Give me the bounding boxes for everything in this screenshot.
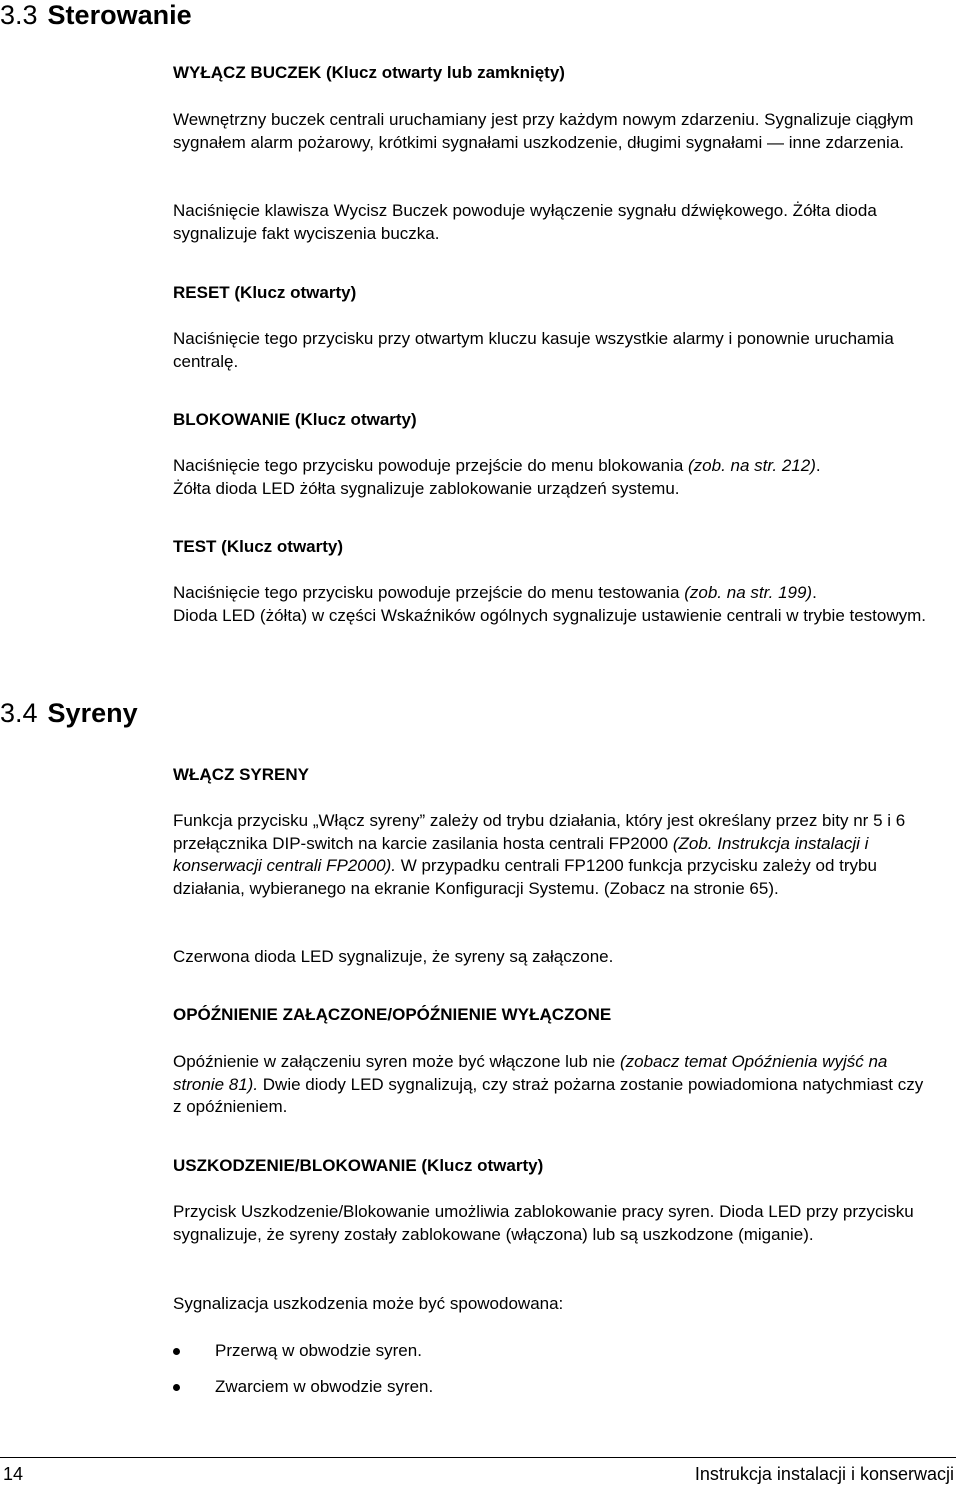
test-heading: TEST (Klucz otwarty) <box>173 537 344 556</box>
bullet-icon <box>173 1348 180 1355</box>
list-item <box>173 1376 948 1412</box>
wlacz-syreny-block <box>173 764 948 786</box>
buzzer-paragraph-1 <box>173 109 948 154</box>
test-text-1 <box>173 582 948 605</box>
blokowanie-paragraph <box>173 455 948 500</box>
wlacz-syreny-ref: (Zob. Instrukcja instalacji i konserwacji centrali FP2000). <box>173 833 869 875</box>
test-paragraph <box>173 582 948 627</box>
test-block <box>173 536 948 558</box>
blokowanie-text-1 <box>173 455 948 478</box>
buzzer-text-1: Wewnętrzny buczek centrali uruchamiany jest przy każdym nowym zdarzeniu. Sygnalizuje ciągłym sygnałem alarm pożarowy, krótkimi sygnałami uszkodzenie, długimi sygnałami — inne zdarzenia. <box>173 110 914 152</box>
opoznienie-heading: OPÓŹNIENIE ZAŁĄCZONE/OPÓŹNIENIE WYŁĄCZONE <box>173 1005 612 1024</box>
opoznienie-block <box>173 1004 948 1026</box>
uszkodzenie-text-2: Sygnalizacja uszkodzenia może być spowodowana: <box>173 1294 564 1313</box>
blokowanie-text-2: Żółta dioda LED żółta sygnalizuje zablokowanie urządzeń systemu. <box>173 478 680 498</box>
opoznienie-text-b: Dwie diody LED sygnalizują, czy straż pożarna zostanie powiadomiona natychmiast czy z opóźnieniem. <box>173 1074 924 1116</box>
footer-divider <box>0 1457 956 1458</box>
wlacz-syreny-paragraph-2 <box>173 946 948 969</box>
blokowanie-text-1b: . <box>815 456 821 475</box>
uszkodzenie-block <box>173 1155 948 1177</box>
buzzer-block <box>173 62 948 84</box>
footer-document-title: Instrukcja instalacji i konserwacji <box>694 1464 954 1484</box>
blokowanie-block <box>173 409 948 431</box>
uszkodzenie-paragraph-1 <box>173 1201 948 1246</box>
section-title: Sterowanie <box>47 0 192 30</box>
blokowanie-page-ref: (zob. na str. 212) <box>688 456 816 475</box>
reset-heading: RESET (Klucz otwarty) <box>173 283 357 302</box>
section-heading-3-3 <box>0 0 192 30</box>
buzzer-text-2: Naciśnięcie klawisza Wycisz Buczek powoduje wyłączenie sygnału dźwiękowego. Żółta dioda sygnalizuje fakt wyciszenia buczka. <box>173 201 877 243</box>
uszkodzenie-causes-list <box>173 1340 948 1412</box>
bullet-icon <box>173 1384 180 1391</box>
wlacz-syreny-paragraph-1 <box>173 810 948 900</box>
section-number: 3.4 <box>0 698 38 728</box>
page-number: 14 <box>3 1464 24 1484</box>
opoznienie-text-a: Opóźnienie w załączeniu syren może być włączone lub nie <box>173 1052 620 1071</box>
section-number: 3.3 <box>0 0 38 30</box>
wlacz-syreny-heading: WŁĄCZ SYRENY <box>173 765 309 784</box>
section-heading-3-4 <box>0 698 138 728</box>
test-text-2: Dioda LED (żółta) w części Wskaźników ogólnych sygnalizuje ustawienie centrali w trybie testowym. <box>173 605 927 625</box>
test-page-ref: (zob. na str. 199) <box>684 583 813 602</box>
buzzer-heading: WYŁĄCZ BUCZEK (Klucz otwarty lub zamknięty) <box>173 63 565 82</box>
reset-block <box>173 282 948 304</box>
wlacz-syreny-text-1b: W przypadku centrali FP1200 funkcja przycisku zależy od trybu działania, wybieranego na ekranie Konfiguracji Systemu. (Zobacz na stronie 65). <box>173 856 877 898</box>
test-text-1b: . <box>812 583 817 602</box>
buzzer-paragraph-2 <box>173 200 948 245</box>
wlacz-syreny-text-2: Czerwona dioda LED sygnalizuje, że syreny są załączone. <box>173 947 614 966</box>
uszkodzenie-heading: USZKODZENIE/BLOKOWANIE (Klucz otwarty) <box>173 1156 544 1175</box>
list-item-text: Zwarciem w obwodzie syren. <box>215 1377 434 1396</box>
wlacz-syreny-text-1a: Funkcja przycisku „Włącz syreny” zależy od trybu działania, który jest określany przez bity nr 5 i 6 przełącznika DIP-switch na karcie zasilania hosta centrali FP2000 <box>173 811 906 853</box>
reset-paragraph <box>173 328 948 373</box>
list-item <box>173 1340 948 1376</box>
uszkodzenie-text-1: Przycisk Uszkodzenie/Blokowanie umożliwia zablokowanie pracy syren. Dioda LED przy przycisku sygnalizuje, że syreny zostały zablokowane (włączona) lub są uszkodzone (miganie). <box>173 1202 914 1244</box>
blokowanie-text-1a: Naciśnięcie tego przycisku powoduje przejście do menu blokowania <box>173 456 688 475</box>
opoznienie-ref: (zobacz temat Opóźnienia wyjść na stronie 81). <box>173 1052 888 1094</box>
list-item-text: Przerwą w obwodzie syren. <box>215 1341 422 1360</box>
reset-text: Naciśnięcie tego przycisku przy otwartym kluczu kasuje wszystkie alarmy i ponownie uruchamia centralę. <box>173 329 894 371</box>
blokowanie-heading: BLOKOWANIE (Klucz otwarty) <box>173 410 417 429</box>
opoznienie-text <box>173 1051 925 1119</box>
section-title: Syreny <box>47 698 138 728</box>
opoznienie-paragraph <box>173 1051 948 1119</box>
test-text-1a: Naciśnięcie tego przycisku powoduje przejście do menu testowania <box>173 583 685 602</box>
wlacz-syreny-text-1 <box>173 810 925 900</box>
uszkodzenie-paragraph-2 <box>173 1293 948 1316</box>
